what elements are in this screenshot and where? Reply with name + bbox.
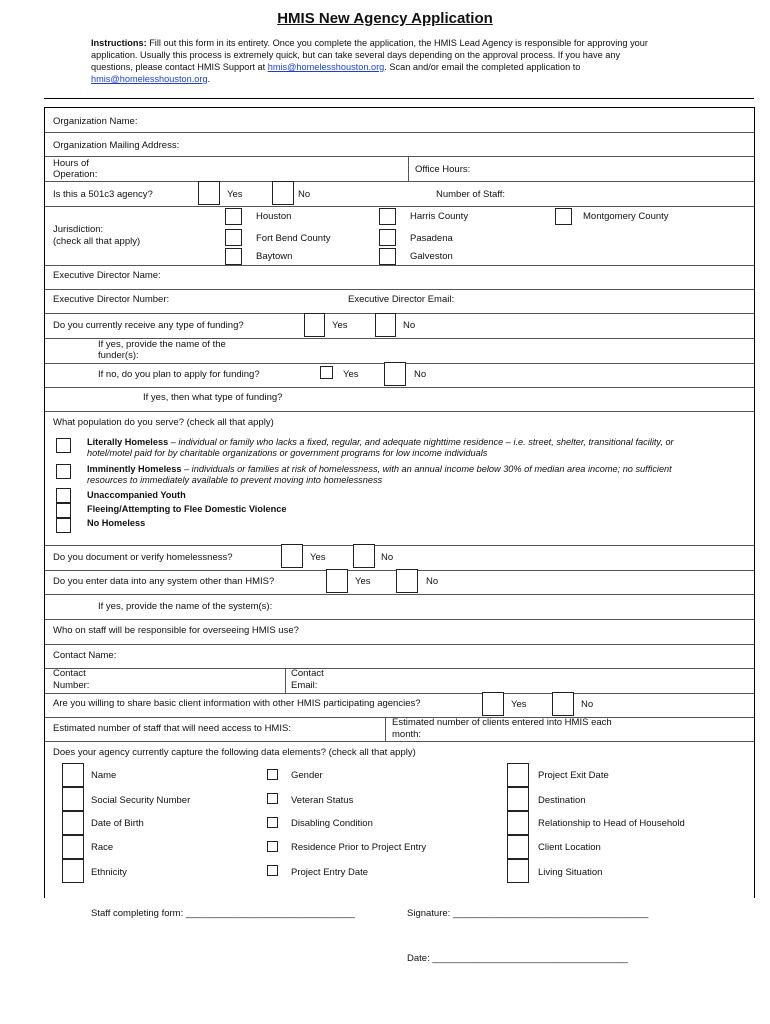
row-divider [45, 181, 754, 182]
q501c3-yes-label: Yes [227, 189, 243, 200]
data-element-ethnicity: Ethnicity [91, 867, 127, 878]
data-element-gender: Gender [291, 770, 323, 781]
instructions-text-2: . Scan and/or email the completed application to [384, 62, 581, 72]
data-element-client-location: Client Location [538, 842, 601, 853]
data-element-destination: Destination [538, 795, 586, 806]
pasadena-checkbox[interactable] [379, 229, 396, 246]
row-divider [45, 206, 754, 207]
imminently-homeless-label: Imminently Homeless [87, 464, 182, 474]
row-divider [45, 411, 754, 412]
row-divider [45, 644, 754, 645]
hours-label-line1: Hours of [53, 158, 89, 169]
gender-checkbox[interactable] [267, 769, 278, 780]
no-homeless-label: No Homeless [87, 518, 146, 528]
support-email-link[interactable]: hmis@homelesshouston.org [267, 62, 385, 72]
contact-email-label-line2: Email: [291, 680, 318, 691]
imminently-homeless-desc: – individuals or families at risk of homelessness, with an annual income below 30% of median area income; no sufficient resources to immediately available to prevent moving into homelessness [87, 464, 672, 485]
header-divider [44, 98, 754, 99]
data-element-name: Name [91, 770, 117, 781]
document-yes-label: Yes [310, 552, 326, 563]
instructions [91, 37, 651, 85]
funding-no-label: No [403, 320, 416, 331]
funding-type-question: If yes, then what type of funding? [143, 392, 283, 403]
montgomery-county-checkbox[interactable] [555, 208, 572, 225]
q501c3-label: Is this a 501c3 agency? [53, 189, 153, 200]
instructions-text-3: . [207, 74, 211, 84]
project-exit-date-checkbox[interactable] [507, 763, 529, 787]
other-system-no-checkbox[interactable] [396, 569, 418, 593]
data-elements-question: Does your agency currently capture the following data elements? (check all that apply) [53, 747, 416, 758]
ssn-checkbox[interactable] [62, 787, 84, 811]
data-element-relationship: Relationship to Head of Household [538, 818, 685, 829]
client-location-checkbox[interactable] [507, 835, 529, 859]
no-homeless-checkbox[interactable] [56, 518, 71, 533]
cell-divider [408, 157, 409, 181]
signature-field[interactable]: Signature: _____________________________________ [407, 908, 649, 919]
imminently-homeless-checkbox[interactable] [56, 464, 71, 479]
population-question: What population do you serve? (check all that apply) [53, 417, 274, 428]
q501c3-no-label: No [298, 189, 311, 200]
document-no-label: No [381, 552, 394, 563]
unaccompanied-youth-text [87, 490, 687, 501]
row-divider [45, 668, 754, 669]
plan-funding-no-checkbox[interactable] [384, 362, 406, 386]
q501c3-yes-checkbox[interactable] [198, 181, 220, 205]
name-checkbox[interactable] [62, 763, 84, 787]
row-divider [45, 594, 754, 595]
share-no-checkbox[interactable] [552, 692, 574, 716]
data-element-residence-prior: Residence Prior to Project Entry [291, 842, 427, 853]
share-info-question: Are you willing to share basic client information with other HMIS participating agencies? [53, 698, 421, 709]
est-clients-label-line2: month: [392, 729, 422, 740]
imminently-homeless-text [87, 464, 687, 486]
jurisdiction-label-line2: (check all that apply) [53, 236, 141, 247]
share-yes-checkbox[interactable] [482, 692, 504, 716]
domestic-violence-label: Fleeing/Attempting to Flee Domestic Violence [87, 504, 287, 514]
data-element-dob: Date of Birth [91, 818, 144, 829]
est-clients-label-line1: Estimated number of clients entered into HMIS each [392, 717, 612, 728]
funder-label-line1: If yes, provide the name of the [98, 339, 226, 350]
ed-name-label: Executive Director Name: [53, 270, 161, 281]
row-divider [45, 545, 754, 546]
q501c3-no-checkbox[interactable] [272, 181, 294, 205]
baytown-checkbox[interactable] [225, 248, 242, 265]
date-field[interactable]: Date: _____________________________________ [407, 953, 628, 964]
plan-funding-no-label: No [414, 369, 427, 380]
ethnicity-checkbox[interactable] [62, 859, 84, 883]
galveston-label: Galveston [410, 251, 453, 262]
contact-name-label: Contact Name: [53, 650, 117, 661]
plan-funding-yes-label: Yes [343, 369, 359, 380]
row-divider [45, 265, 754, 266]
other-system-question: Do you enter data into any system other than HMIS? [53, 576, 275, 587]
office-hours-label: Office Hours: [415, 164, 471, 175]
instructions-text-1: Fill out this form in its entirety. Once you complete the application, the HMIS Lead Agency is responsible for approving your application. Usually this process is extremely quick, but can take several days depending on the approval process. If you have any questions, please contact HMIS Support at [91, 38, 648, 72]
org-name-label: Organization Name: [53, 116, 138, 127]
living-situation-checkbox[interactable] [507, 859, 529, 883]
funder-label-line2: funder(s): [98, 350, 139, 361]
data-element-race: Race [91, 842, 114, 853]
race-checkbox[interactable] [62, 835, 84, 859]
ed-number-label: Executive Director Number: [53, 294, 170, 305]
est-staff-label: Estimated number of staff that will need access to HMIS: [53, 723, 291, 734]
staff-completing-field[interactable]: Staff completing form: ________________________________ [91, 908, 355, 919]
instructions-lead: Instructions: [91, 38, 147, 48]
pasadena-label: Pasadena [410, 233, 453, 244]
houston-label: Houston [256, 211, 292, 222]
funding-yes-label: Yes [332, 320, 348, 331]
application-form [44, 107, 755, 898]
funding-question: Do you currently receive any type of funding? [53, 320, 244, 331]
unaccompanied-youth-label: Unaccompanied Youth [87, 490, 186, 500]
destination-checkbox[interactable] [507, 787, 529, 811]
document-homelessness-question: Do you document or verify homelessness? [53, 552, 233, 563]
contact-number-label-line2: Number: [53, 680, 90, 691]
row-divider [45, 313, 754, 314]
share-yes-label: Yes [511, 699, 527, 710]
mailing-address-label: Organization Mailing Address: [53, 140, 180, 151]
document-yes-checkbox[interactable] [281, 544, 303, 568]
galveston-checkbox[interactable] [379, 248, 396, 265]
row-divider [45, 619, 754, 620]
literally-homeless-label: Literally Homeless [87, 437, 169, 447]
number-of-staff-label: Number of Staff: [436, 189, 505, 200]
cell-divider [385, 717, 386, 741]
disabling-condition-checkbox[interactable] [267, 817, 278, 828]
contact-email-label-line1: Contact [291, 668, 324, 679]
baytown-label: Baytown [256, 251, 293, 262]
harris-county-label: Harris County [410, 211, 469, 222]
system-name-label: If yes, provide the name of the system(s): [98, 601, 273, 612]
funding-no-checkbox[interactable] [375, 313, 396, 337]
other-system-yes-label: Yes [355, 576, 371, 587]
document-no-checkbox[interactable] [353, 544, 375, 568]
other-system-no-label: No [426, 576, 439, 587]
literally-homeless-desc: – individual or family who lacks a fixed, regular, and adequate nighttime residence – i.e. street, shelter, transitional facility, or hotel/motel paid for by charitable organizations or government programs for low income individuals [87, 437, 674, 458]
page-title: HMIS New Agency Application [277, 10, 493, 27]
harris-county-checkbox[interactable] [379, 208, 396, 225]
no-homeless-text [87, 518, 687, 529]
share-no-label: No [581, 699, 594, 710]
row-divider [45, 387, 754, 388]
literally-homeless-text [87, 437, 687, 459]
project-entry-date-checkbox[interactable] [267, 865, 278, 876]
row-divider [45, 132, 754, 133]
row-divider [45, 156, 754, 157]
funding-yes-checkbox[interactable] [304, 313, 325, 337]
residence-prior-checkbox[interactable] [267, 841, 278, 852]
fort-bend-county-label: Fort Bend County [256, 233, 331, 244]
veteran-status-checkbox[interactable] [267, 793, 278, 804]
cell-divider [285, 668, 286, 693]
data-element-project-exit-date: Project Exit Date [538, 770, 609, 781]
other-system-yes-checkbox[interactable] [326, 569, 348, 593]
row-divider [45, 289, 754, 290]
submit-email-link[interactable]: hmis@homelesshouston.org [91, 74, 208, 84]
data-element-disabling-condition: Disabling Condition [291, 818, 373, 829]
data-element-ssn: Social Security Number [91, 795, 191, 806]
data-element-project-entry-date: Project Entry Date [291, 867, 369, 878]
plan-funding-question: If no, do you plan to apply for funding? [98, 369, 260, 380]
domestic-violence-text [87, 504, 687, 515]
jurisdiction-label-line1: Jurisdiction: [53, 224, 104, 235]
data-element-living-situation: Living Situation [538, 867, 603, 878]
literally-homeless-checkbox[interactable] [56, 438, 71, 453]
oversee-hmis-label: Who on staff will be responsible for overseeing HMIS use? [53, 625, 299, 636]
houston-checkbox[interactable] [225, 208, 242, 225]
dob-checkbox[interactable] [62, 811, 84, 835]
unaccompanied-youth-checkbox[interactable] [56, 488, 71, 503]
relationship-checkbox[interactable] [507, 811, 529, 835]
domestic-violence-checkbox[interactable] [56, 503, 71, 518]
row-divider [45, 741, 754, 742]
ed-email-label: Executive Director Email: [348, 294, 455, 305]
contact-number-label-line1: Contact [53, 668, 86, 679]
hours-label-line2: Operation: [53, 169, 98, 180]
data-element-veteran-status: Veteran Status [291, 795, 354, 806]
row-divider [45, 693, 754, 694]
fort-bend-county-checkbox[interactable] [225, 229, 242, 246]
plan-funding-yes-checkbox[interactable] [320, 366, 333, 379]
montgomery-county-label: Montgomery County [583, 211, 669, 222]
